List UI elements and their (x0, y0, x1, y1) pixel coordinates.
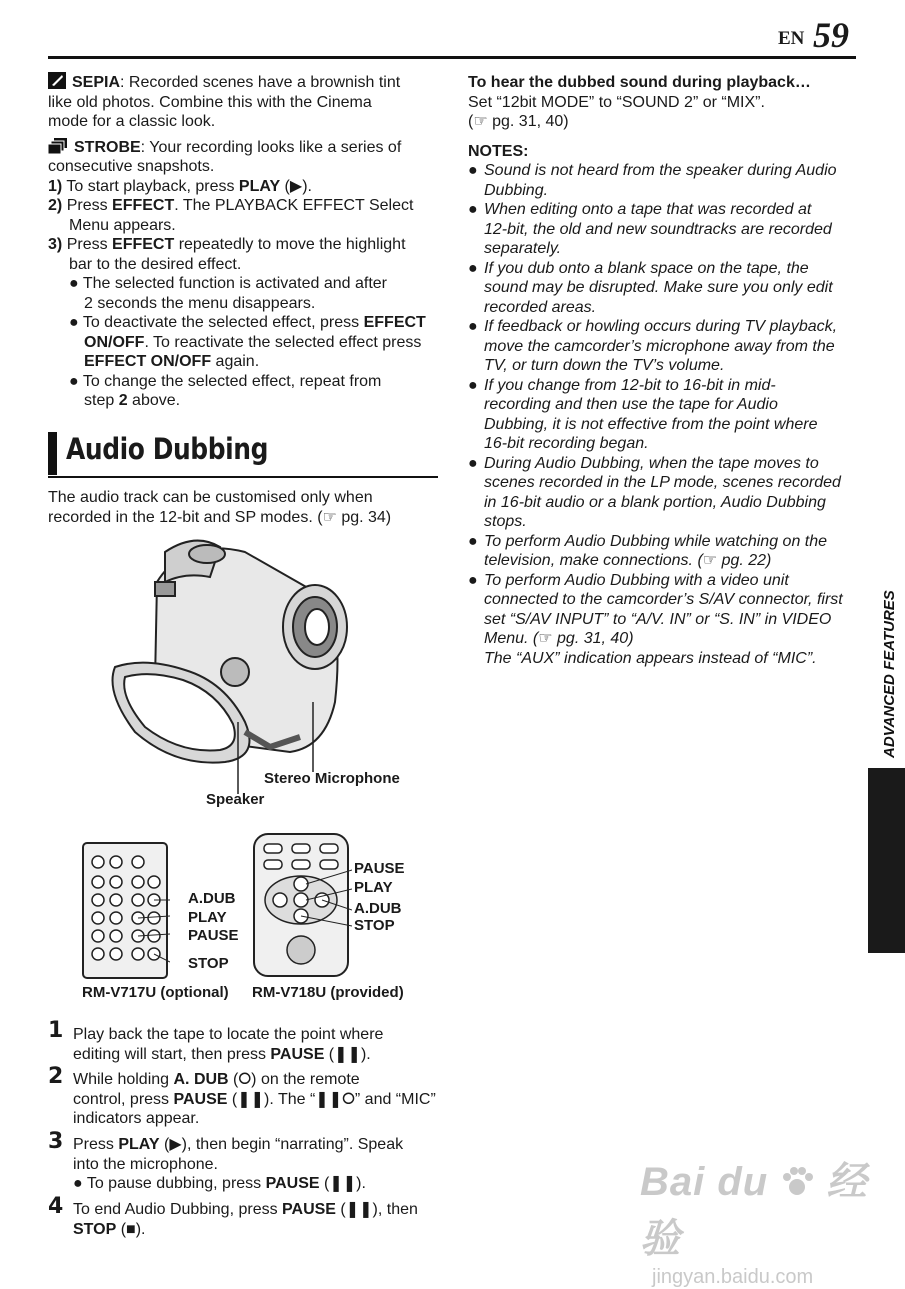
remote-rm-v718u (252, 832, 352, 980)
strobe-icon (48, 138, 68, 154)
note-item: ● To perform Audio Dubbing with a video unit connected to the camcorder’s S/AV connector, first set “S/AV INPUT” to “A/V. IN” or “S. IN” in VIDEO Menu. (☞ pg. 31, 40) The “AUX” indication appears instead of “MIC”. (468, 571, 843, 667)
bullet-icon: ● (468, 376, 478, 394)
section-bar (48, 432, 57, 475)
note-item: ● Sound is not heard from the speaker during Audio Dubbing. (468, 162, 837, 199)
stereo-microphone-label: Stereo Microphone (264, 770, 400, 787)
bullet-icon: ● (468, 454, 478, 472)
bullet-icon: ● (468, 259, 478, 277)
section-rule (48, 476, 438, 478)
bullet-icon: ● (468, 532, 478, 550)
side-tab-label (876, 570, 900, 760)
note-item: ● If you change from 12-bit to 16-bit in mid- recording and then use the tape for Audio Dubbing, it is not effective from the point where 16-bit recording began. (468, 376, 818, 452)
hear-title: To hear the dubbed sound during playback… (468, 74, 811, 91)
header-rule (48, 56, 856, 59)
sepia-icon (48, 72, 66, 89)
remote2-labels: PAUSE PLAY A.DUB STOP (354, 860, 405, 934)
remote-rm-v717u (82, 842, 170, 980)
note-item: ● To perform Audio Dubbing while watching on the television, make connections. (☞ pg. 22) (468, 532, 828, 569)
note-item: ● When editing onto a tape that was recorded at 12-bit, the old and new soundtracks are recorded separately. (468, 201, 832, 257)
side-tab (868, 768, 905, 953)
notes-title: NOTES: (468, 142, 529, 160)
notes-list (468, 161, 863, 668)
remote1-labels: A.DUB PLAY PAUSE STOP (188, 890, 239, 972)
effects-section: SEPIA: Recorded scenes have a brownish tint like old photos. Combine this with the Cinema mode for a classic look. STROBE: Your recording looks like a series of consecutive snapshots. 1) To start playback, press PLAY (▶). 2) Press EFFECT. The PLAYBACK EFFECT Select Menu appears. 3) Press EFFECT repeatedly to move the highlight bar to the desired effect. ● The selected function is activated and after 2 seconds the menu disappears. ● To deactivate the selected effect, press EFFECT ON/OFF. To reactivate the selected effect press EFFECT ON/OFF again. ● To change the selected effect, repeat from step 2 above. (48, 74, 426, 409)
right-column: To hear the dubbed sound during playback… Set “12bit MODE” to “SOUND 2” or “MIX”. (☞ pg. 31, 40) NOTES: ● Sound is not heard from the speaker during Audio Dubbing. ● When editing onto a tape that was recorded at 12-bit, the old and new soundtracks are recorded separately. ● If you dub onto a blank space on the tape, the sound may be disrupted. Make sure you only edit recorded areas. ● If feedback or howling occurs during TV playback, move the camcorder’s microphone away from the TV, or turn down the TV’s volume. ● If you change from 12-bit to 16-bit in mid- recording and then use the tape for Audio Dubbing, it is not effective from the point where 16-bit recording began. ● During Audio Dubbing, when the tape moves to scenes recorded in the LP mode, scenes recorded in 16-bit audio or a blank portion, Audio Dubbing stops. ● To perform Audio Dubbing while watching on the television, make connections. (☞ pg. 22) ● To perform Audio Dubbing with a video unit connected to the camcorder’s S/AV connector, first set “S/AV INPUT” to “A/V. IN” or “S. IN” in VIDEO Menu. (☞ pg. 31, 40) The “AUX” indication appears instead of “MIC”. (468, 73, 863, 668)
paw-icon (780, 1165, 814, 1199)
svg-text:ADVANCED FEATURES: ADVANCED FEATURES (881, 590, 898, 758)
page-number: 59 (813, 15, 849, 55)
bullet-icon: ● (468, 162, 478, 179)
speaker-label: Speaker (206, 791, 265, 808)
note-item: ● If feedback or howling occurs during TV playback, move the camcorder’s microphone away from the TV, or turn down the TV’s volume. (468, 318, 838, 374)
note-item: ● During Audio Dubbing, when the tape moves to scenes recorded in the LP mode, scenes recorded in 16-bit audio or a blank portion, Audio Dubbing stops. (468, 454, 841, 530)
language-code: EN (778, 28, 805, 49)
section-intro: The audio track can be customised only when recorded in the 12-bit and SP modes. (☞ pg. 34) (48, 489, 392, 526)
section-title: Audio Dubbing (66, 432, 269, 466)
baidu-watermark: Bai du 经验 jingyan.baidu.com (640, 1160, 868, 1288)
bullet-icon: ● (468, 571, 478, 589)
bullet-icon: ● (468, 201, 478, 218)
bullet-icon: ● (468, 318, 478, 335)
note-item: ● If you dub onto a blank space on the tape, the sound may be disrupted. Make sure you only edit recorded areas. (468, 259, 833, 316)
remote1-caption: RM-V717U (optional) (82, 984, 229, 1001)
remote2-caption: RM-V718U (provided) (252, 984, 404, 1001)
